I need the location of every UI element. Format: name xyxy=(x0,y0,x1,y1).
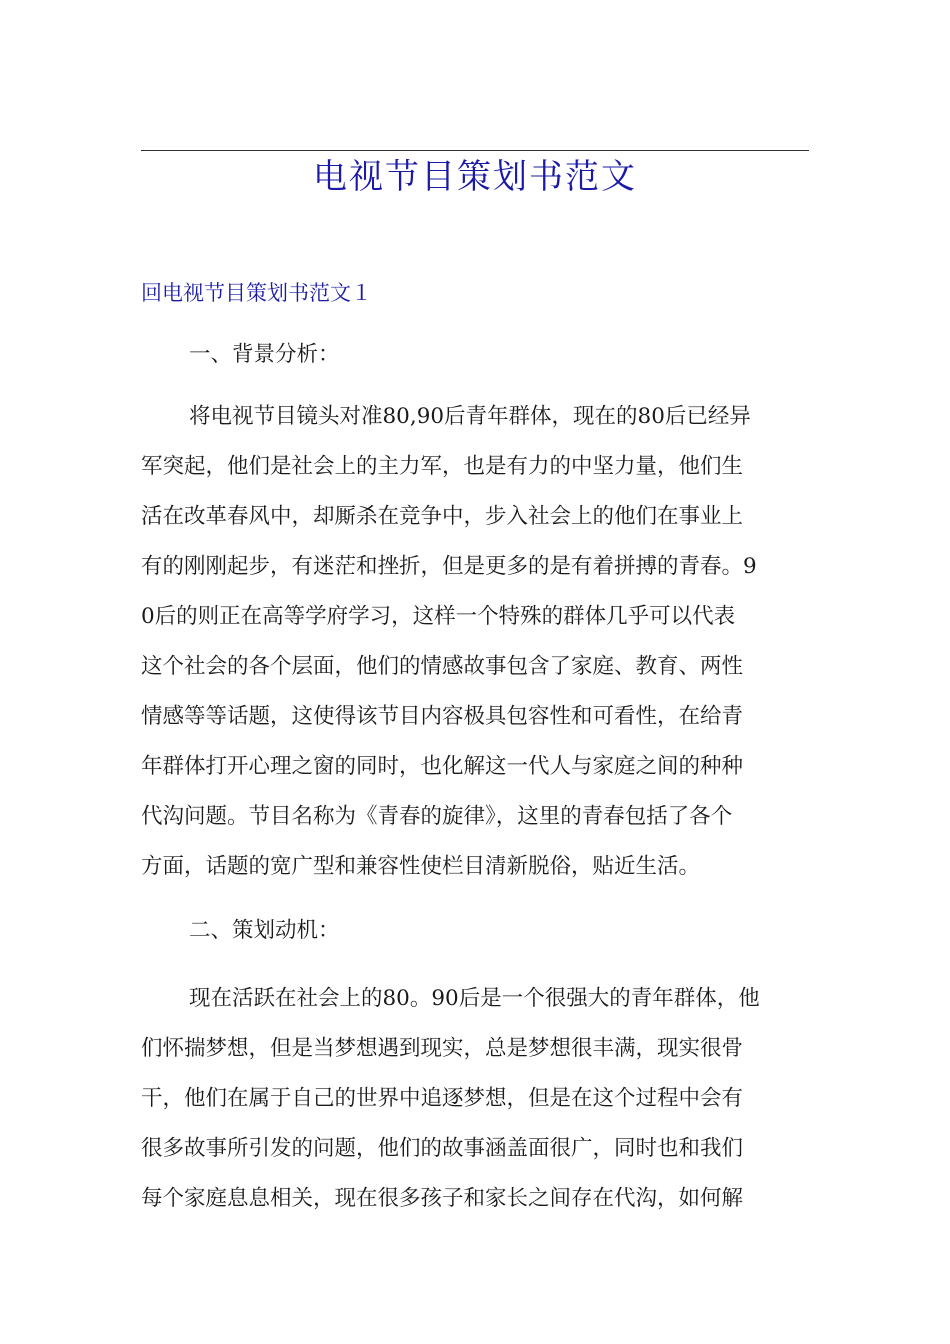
document-title: 电视节目策划书范文 xyxy=(313,157,637,197)
paragraph-line: 将电视节目镜头对准80,90后青年群体，现在的80后已经异 xyxy=(189,404,751,429)
paragraph-line: 干，他们在属于自己的世界中追逐梦想，但是在这个过程中会有 xyxy=(141,1086,744,1111)
paragraph-line: 0后的则正在高等学府学习，这样一个特殊的群体几乎可以代表 xyxy=(141,604,736,629)
paragraph-line: 现在活跃在社会上的80。90后是一个很强大的青年群体，他 xyxy=(189,986,760,1011)
heading-planning-motivation xyxy=(141,906,809,956)
paragraph-line: 方面，话题的宽广型和兼容性使栏目清新脱俗，贴近生活。 xyxy=(141,854,701,879)
paragraph-line: 这个社会的各个层面，他们的情感故事包含了家庭、教育、两性 xyxy=(141,654,744,679)
paragraph-line: 军突起，他们是社会上的主力军，也是有力的中坚力量，他们生 xyxy=(141,454,744,479)
paragraph-line: 代沟问题。节目名称为《青春的旋律》，这里的青春包括了各个 xyxy=(141,804,733,829)
paragraph-line: 们怀揣梦想，但是当梦想遇到现实，总是梦想很丰满，现实很骨 xyxy=(141,1036,744,1061)
paragraph-motivation xyxy=(141,974,809,1224)
paragraph-line: 每个家庭息息相关，现在很多孩子和家长之间存在代沟，如何解 xyxy=(141,1186,744,1211)
heading-background-analysis xyxy=(141,330,809,380)
paragraph-background xyxy=(141,392,809,892)
heading-text: 一、背景分析： xyxy=(189,342,340,367)
header-rule xyxy=(141,150,809,151)
paragraph-line: 年群体打开心理之窗的同时，也化解这一代人与家庭之间的种种 xyxy=(141,754,744,779)
heading-text: 二、策划动机： xyxy=(189,918,340,943)
paragraph-line: 情感等等话题，这使得该节目内容极具包容性和可看性，在给青 xyxy=(141,704,744,729)
paragraph-line: 有的刚刚起步，有迷茫和挫折，但是更多的是有着拼搏的青春。9 xyxy=(141,554,757,579)
paragraph-line: 很多故事所引发的问题，他们的故事涵盖面很广，同时也和我们 xyxy=(141,1136,744,1161)
section-heading: 回电视节目策划书范文１ xyxy=(141,281,372,305)
paragraph-line: 活在改革春风中，却厮杀在竞争中，步入社会上的他们在事业上 xyxy=(141,504,744,529)
